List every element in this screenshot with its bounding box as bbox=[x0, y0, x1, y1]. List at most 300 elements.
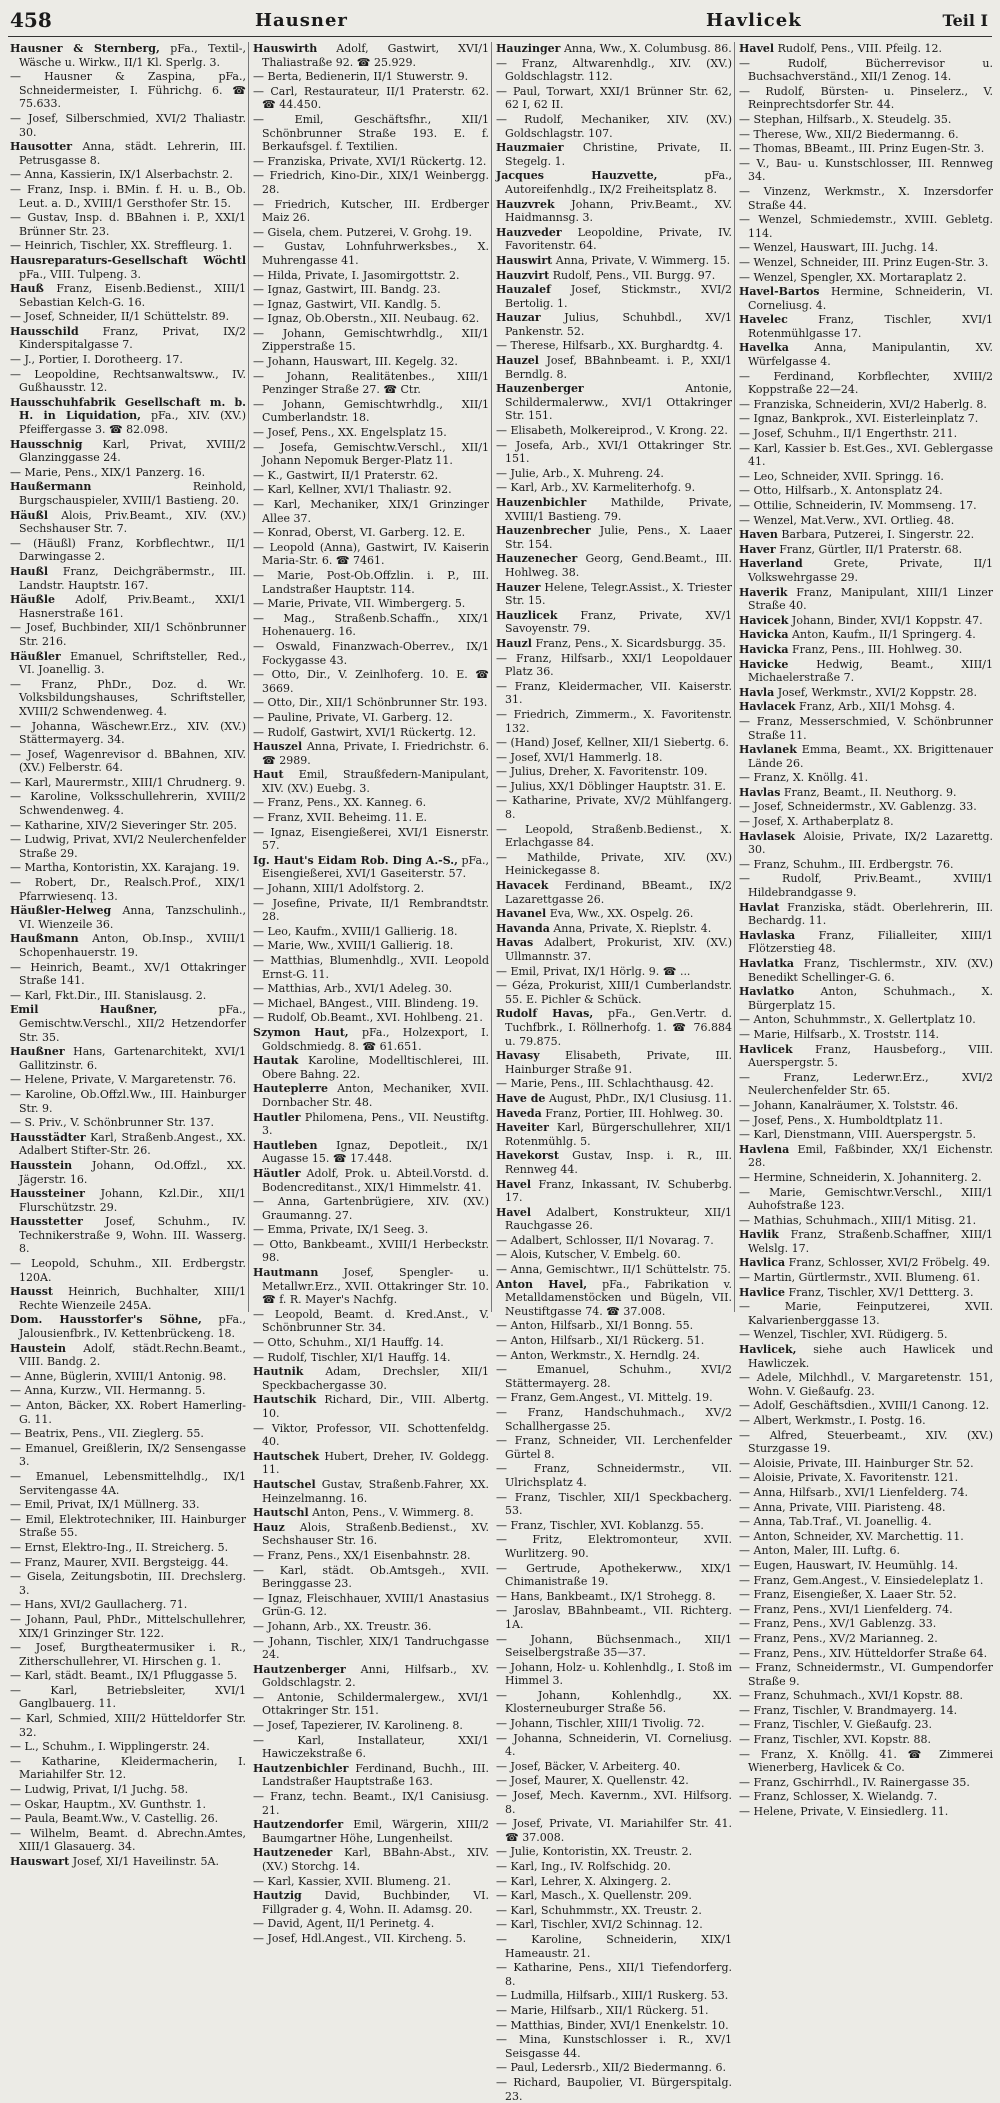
directory-entry bbox=[10, 310, 246, 324]
entry-details: — Emma, Private, IX/1 Seeg. 3. bbox=[253, 1223, 429, 1237]
entry-details: Anna, städt. Lehrerin, III. Petrusgasse 8. bbox=[19, 140, 246, 167]
directory-entry bbox=[10, 1159, 246, 1186]
entry-details: — Franz, Gem.Angest., V. Einsiedeleplatz 1. bbox=[739, 1573, 984, 1587]
entry-surname: Hautzig bbox=[253, 1889, 302, 1903]
entry-details: — Leopold, Straßenb.Bedienst., X. Erlachgasse 84. bbox=[496, 822, 732, 850]
entry-details: — Otto, Schuhm., XI/1 Hauffg. 14. bbox=[253, 1336, 444, 1350]
entry-details: — Julius, Dreher, X. Favoritenstr. 109. bbox=[496, 765, 708, 779]
entry-details: — Franz, Schlosser, X. Wielandg. 7. bbox=[739, 1790, 938, 1804]
directory-entry bbox=[253, 1762, 489, 1789]
directory-entry bbox=[253, 1478, 489, 1505]
directory-entry bbox=[496, 1789, 732, 1816]
entry-surname: Hausst bbox=[10, 1285, 53, 1299]
entry-surname: Hautschel bbox=[253, 1477, 316, 1491]
entry-details: Johann, Priv.Beamt., XV. Haidmannsg. 3. bbox=[505, 197, 732, 225]
page-number: 458 bbox=[10, 8, 52, 32]
directory-entry bbox=[253, 1351, 489, 1365]
entry-details: pFa., Autoreifenhdlg., IX/2 Freiheitsplatz 8. bbox=[505, 169, 732, 196]
entry-details: Franz, Privat, IX/2 Kinderspitalgasse 7. bbox=[19, 324, 246, 352]
entry-details: — Marie, Post-Ob.Offzlin. i. P., III. Landstraßer Hauptstr. 114. bbox=[253, 568, 489, 596]
directory-entry bbox=[496, 1107, 732, 1121]
directory-entry bbox=[10, 1855, 246, 1869]
directory-entry bbox=[739, 1271, 993, 1285]
directory-entry bbox=[496, 2061, 732, 2075]
entry-surname: Havlatko bbox=[739, 985, 795, 999]
entry-details: — Rudolf, Mechaniker, XIV. (XV.) Goldschlagstr. 107. bbox=[496, 112, 732, 140]
directory-entry bbox=[496, 1817, 732, 1844]
directory-entry bbox=[496, 765, 732, 779]
entry-surname: Hauzveder bbox=[496, 225, 562, 239]
page-header bbox=[0, 0, 1000, 40]
entry-surname: Hausstädter bbox=[10, 1130, 86, 1144]
entry-details: — Karl, Schmied, XIII/2 Hütteldorfer Str. 32. bbox=[10, 1712, 246, 1739]
directory-entry bbox=[739, 557, 993, 584]
directory-entry bbox=[496, 1961, 732, 1988]
entry-surname: Hauzar bbox=[496, 311, 541, 325]
entry-details: Adolf, städt.Rechn.Beamt., VIII. Bandg. 2. bbox=[19, 1341, 246, 1369]
entry-details: — Paul, Ledersrb., XII/2 Biedermanng. 6. bbox=[496, 2061, 726, 2075]
directory-entry bbox=[496, 141, 732, 168]
directory-entry bbox=[253, 1691, 489, 1718]
entry-surname: Hauzenbrecher bbox=[496, 524, 591, 538]
directory-entry bbox=[10, 140, 246, 167]
directory-entry bbox=[739, 42, 993, 56]
entry-details: — Emanuel, Greißlerin, IX/2 Sensengasse 3. bbox=[10, 1441, 246, 1469]
entry-details: — Leo, Kaufm., XVIII/1 Gallierig. 18. bbox=[253, 924, 458, 938]
entry-details: — Wenzel, Mat.Verw., XVI. Ortlieg. 48. bbox=[739, 513, 955, 527]
entry-surname: Emil Haußner, bbox=[10, 1003, 158, 1017]
entry-details: — Anna, Kurzw., VII. Hermanng. 5. bbox=[10, 1384, 206, 1398]
entry-details: Josef, Werkmstr., XVI/2 Koppstr. 28. bbox=[777, 685, 978, 699]
directory-entry bbox=[253, 1592, 489, 1619]
directory-entry bbox=[496, 1349, 732, 1363]
entry-surname: Hauszel bbox=[253, 740, 303, 754]
directory-entry bbox=[739, 484, 993, 498]
entry-surname: Haußl bbox=[10, 564, 49, 578]
directory-entry bbox=[739, 1632, 993, 1646]
directory-entry bbox=[739, 786, 993, 800]
entry-details: — Karl, Lehrer, X. Alxingerg. 2. bbox=[496, 1874, 672, 1888]
entry-details: — Adalbert, Schlosser, II/1 Novarag. 7. bbox=[496, 1233, 714, 1247]
directory-entry bbox=[739, 1790, 993, 1804]
entry-details: — Franz, Maurer, XVII. Bergsteigg. 44. bbox=[10, 1555, 229, 1569]
directory-entry bbox=[739, 1661, 993, 1688]
directory-entry bbox=[496, 496, 732, 523]
entry-details: — Berta, Bedienerin, II/1 Stuwerstr. 9. bbox=[253, 70, 469, 84]
entry-details: Philomena, Pens., VII. Neustiftg. 3. bbox=[262, 1110, 489, 1138]
directory-entry bbox=[739, 1371, 993, 1398]
entry-surname: Hausschnig bbox=[10, 437, 83, 451]
entry-surname: Hautschik bbox=[253, 1393, 317, 1407]
directory-entry bbox=[496, 609, 732, 636]
directory-entry bbox=[253, 1917, 489, 1931]
entry-details: — Otto, Dir., V. Zeinlhoferg. 10. E. ☎ 3669. bbox=[253, 668, 489, 695]
entry-details: — Helene, Private, V. Einsiedlerg. 11. bbox=[739, 1805, 949, 1819]
entry-details: Elisabeth, Private, III. Hainburger Straße 91. bbox=[505, 1049, 732, 1076]
entry-details: — Franz, X. Knöllg. 41. bbox=[739, 771, 869, 785]
directory-entry bbox=[496, 1519, 732, 1533]
directory-entry bbox=[253, 1889, 489, 1916]
entry-details: Josef, Schuhm., IV. Technikerstraße 9, Wohn. III. Wasserg. 8. bbox=[19, 1215, 247, 1256]
directory-entry bbox=[739, 815, 993, 829]
directory-entry bbox=[253, 355, 489, 369]
entry-details: — Karl, Mechaniker, XIX/1 Grinzinger Allee 37. bbox=[253, 498, 489, 525]
entry-surname: Havasy bbox=[496, 1049, 540, 1063]
entry-details: — Josef, Pens., XX. Engelsplatz 15. bbox=[253, 426, 447, 440]
directory-entry bbox=[253, 283, 489, 297]
directory-entry bbox=[496, 42, 732, 56]
entry-surname: Havanel bbox=[496, 907, 547, 921]
entry-surname: Hauzl bbox=[496, 636, 532, 650]
directory-entry bbox=[253, 1663, 489, 1690]
directory-entry bbox=[496, 922, 732, 936]
entry-details: — Josef, Schneidermstr., XV. Gablenzg. 33. bbox=[739, 800, 977, 814]
directory-entry bbox=[739, 499, 993, 513]
entry-details: — Leopold, Schuhm., XII. Erdbergstr. 120A. bbox=[10, 1257, 246, 1284]
entry-details: — Géza, Prokurist, XIII/1 Cumberlandstr. 55. E. Pichler & Schück. bbox=[496, 979, 732, 1006]
entry-surname: Havacek bbox=[496, 879, 549, 893]
directory-entry bbox=[739, 213, 993, 240]
directory-entry bbox=[10, 1684, 246, 1711]
directory-entry bbox=[496, 1092, 732, 1106]
entry-details: — Thomas, BBeamt., III. Prinz Eugen-Str. 3. bbox=[739, 142, 985, 156]
entry-details: Richard, Dir., VIII. Albertg. 10. bbox=[262, 1393, 489, 1420]
directory-entry bbox=[739, 128, 993, 142]
entry-details: — Anton, Maler, III. Luftg. 6. bbox=[739, 1544, 900, 1558]
entry-details: — Karl, städt. Ob.Amtsgeh., XVII. Beringgasse 23. bbox=[253, 1563, 489, 1591]
directory-entry bbox=[739, 1429, 993, 1456]
directory-entry bbox=[739, 185, 993, 212]
entry-surname: Szymon Haut, bbox=[253, 1025, 349, 1039]
directory-entry bbox=[253, 726, 489, 740]
entry-details: — Johann, Realitätenbes., XIII/1 Penzinger Straße 27. ☎ Ctr. bbox=[253, 369, 489, 397]
entry-details: — Julie, Arb., X. Muhreng. 24. bbox=[496, 466, 664, 480]
entry-details: — Pauline, Private, VI. Garberg. 12. bbox=[253, 710, 453, 724]
entry-details: Helene, Telegr.Assist., X. Triester Str. 15. bbox=[505, 580, 733, 608]
entry-details: — V., Bau- u. Kunstschlosser, III. Rennweg 34. bbox=[739, 156, 993, 184]
directory-entry bbox=[739, 543, 993, 557]
entry-details: Reinhold, Burgschauspieler, XVIII/1 Bastieng. 20. bbox=[19, 480, 246, 507]
directory-entry bbox=[496, 652, 732, 679]
column-divider bbox=[248, 42, 249, 1312]
entry-details: — Karl, Installateur, XXI/1 Hawiczekstraße 6. bbox=[253, 1733, 489, 1761]
directory-entry bbox=[253, 498, 489, 525]
entry-details: Julius, Schuhbdl., XV/1 Pankenstr. 52. bbox=[505, 311, 732, 338]
entry-details: — Johann, Kohlenhdlg., XX. Klosterneuburger Straße 56. bbox=[496, 1688, 732, 1716]
entry-details: — Gertrude, Apothekerww., XIX/1 Chimanistraße 19. bbox=[496, 1561, 732, 1589]
directory-entry bbox=[496, 1989, 732, 2003]
directory-entry bbox=[739, 1171, 993, 1185]
directory-entry bbox=[739, 800, 993, 814]
directory-entry bbox=[496, 907, 732, 921]
entry-details: — Josefine, Private, II/1 Rembrandtstr. 28. bbox=[253, 896, 489, 924]
entry-surname: Häußler-Helweg bbox=[10, 904, 112, 918]
entry-details: — Leopold (Anna), Gastwirt, IV. Kaiserin Maria-Str. 6. ☎ 7461. bbox=[253, 540, 489, 568]
entry-details: — Hermine, Schneiderin, X. Johanniterg. 2. bbox=[739, 1170, 982, 1184]
entry-details: — Franz, Schneidermstr., VII. Ulrichsplatz 4. bbox=[496, 1462, 732, 1489]
entry-details: Franz, Beamt., II. Neuthorg. 9. bbox=[783, 785, 957, 799]
directory-entry bbox=[10, 776, 246, 790]
entry-details: — Anna, Hilfsarb., XVI/1 Lienfelderg. 74. bbox=[739, 1485, 969, 1499]
entry-details: — Richard, Baupolier, VI. Bürgerspitalg. 23. bbox=[496, 2075, 732, 2103]
entry-details: — Anne, Büglerin, XVIII/1 Antonig. 98. bbox=[10, 1369, 227, 1383]
entry-details: Adalbert, Konstrukteur, XII/1 Rauchgasse 26. bbox=[505, 1205, 733, 1233]
directory-entry bbox=[10, 396, 246, 437]
entry-details: Karl, Bürgerschullehrer, XII/1 Rotenmühlg. 5. bbox=[505, 1121, 732, 1148]
entry-details: — Katharine, Pens., XII/1 Tiefendorferg. 8. bbox=[496, 1961, 732, 1988]
entry-details: Anton, Kaufm., II/1 Springerg. 4. bbox=[792, 628, 976, 642]
entry-surname: Hauz bbox=[253, 1520, 285, 1534]
entry-details: — Ignaz, Gastwirt, III. Bandg. 23. bbox=[253, 283, 441, 297]
directory-entry bbox=[10, 1131, 246, 1158]
directory-entry bbox=[496, 1434, 732, 1461]
entry-details: Franz, Tischler, XVI/1 Rotenmühlgasse 17. bbox=[748, 313, 994, 340]
entry-details: — Hans, Bankbeamt., IX/1 Strohegg. 8. bbox=[496, 1589, 716, 1603]
entry-details: — Karl, Masch., X. Quellenstr. 209. bbox=[496, 1889, 692, 1903]
entry-details: — Johanna, Schneiderin, VI. Corneliusg. 4. bbox=[496, 1731, 732, 1759]
entry-surname: Hauß bbox=[10, 282, 44, 296]
entry-details: — Franz, Kleidermacher, VII. Kaiserstr. 31. bbox=[496, 679, 732, 707]
directory-entry bbox=[253, 327, 489, 354]
entry-details: — Rudolf, Priv.Beamt., XVIII/1 Hildebrandgasse 9. bbox=[739, 872, 993, 900]
directory-entry bbox=[739, 1544, 993, 1558]
entry-details: — Otto, Dir., XII/1 Schönbrunner Str. 193. bbox=[253, 696, 488, 710]
directory-entry bbox=[496, 1462, 732, 1489]
directory-entry bbox=[10, 678, 246, 719]
entry-details: Anton, Ob.Insp., XVIII/1 Schopenhauerstr. 19. bbox=[19, 932, 247, 959]
directory-entry bbox=[10, 282, 246, 309]
directory-entry bbox=[10, 1740, 246, 1754]
directory-entry bbox=[10, 1498, 246, 1512]
directory-entry bbox=[253, 483, 489, 497]
directory-entry bbox=[253, 1223, 489, 1237]
directory-entry bbox=[10, 1783, 246, 1797]
entry-surname: Havelka bbox=[739, 341, 789, 355]
entry-details: — Konrad, Oberst, VI. Garberg. 12. E. bbox=[253, 526, 466, 540]
entry-surname: Haveiter bbox=[496, 1121, 549, 1135]
directory-entry bbox=[739, 1748, 993, 1775]
directory-entry bbox=[496, 965, 732, 979]
entry-details: — Oskar, Hauptm., XV. Gunthstr. 1. bbox=[10, 1797, 206, 1811]
header-first-entry: Hausner bbox=[255, 10, 348, 31]
entry-details: — Oswald, Finanzwach-Oberrev., IX/1 Fockygasse 43. bbox=[253, 639, 489, 667]
entry-details: Barbara, Putzerei, I. Singerstr. 22. bbox=[781, 528, 975, 542]
entry-details: Franz, Schlosser, XVI/2 Fröbelg. 49. bbox=[788, 1256, 991, 1270]
directory-entry bbox=[253, 1238, 489, 1265]
entry-details: — Albert, Werkmstr., I. Postg. 16. bbox=[739, 1414, 926, 1427]
entry-details: — Franz, Tischler, V. Brandmayerg. 14. bbox=[739, 1703, 958, 1717]
entry-details: Franz, Portier, III. Hohlweg. 30. bbox=[545, 1106, 724, 1120]
entry-details: Karl, BBahn-Abst., XIV. (XV.) Storchg. 14. bbox=[262, 1846, 490, 1873]
entry-surname: Havlena bbox=[739, 1142, 790, 1156]
entry-details: Ignaz, Depotleit., IX/1 Augasse 15. ☎ 17.448. bbox=[262, 1138, 489, 1166]
directory-entry bbox=[496, 424, 732, 438]
directory-entry bbox=[739, 1228, 993, 1255]
entry-details: — Ferdinand, Korbflechter, XVIII/2 Koppstraße 22—24. bbox=[739, 369, 993, 397]
directory-entry bbox=[10, 1370, 246, 1384]
entry-details: Johann, Od.Offzl., XX. Jägerstr. 16. bbox=[19, 1158, 246, 1186]
entry-details: — Karl, Kassier b. Est.Ges., XVI. Geblergasse 41. bbox=[739, 441, 993, 469]
directory-entry bbox=[10, 1712, 246, 1739]
directory-entry bbox=[739, 1704, 993, 1718]
directory-entry bbox=[10, 1442, 246, 1469]
directory-entry bbox=[10, 1384, 246, 1398]
entry-details: Aloisie, Private, IX/2 Lazarettg. 30. bbox=[748, 829, 994, 857]
directory-entry bbox=[739, 241, 993, 255]
directory-entry bbox=[739, 1689, 993, 1703]
directory-entry bbox=[739, 1128, 993, 1142]
entry-details: Grete, Private, II/1 Volkswehrgasse 29. bbox=[748, 557, 994, 584]
entry-details: — Josef, Maurer, X. Quellenstr. 42. bbox=[496, 1774, 689, 1788]
directory-entry bbox=[253, 155, 489, 169]
entry-details: Franz, Arb., XII/1 Mohsg. 4. bbox=[799, 700, 955, 714]
entry-details: Johann, Binder, XVI/1 Koppstr. 47. bbox=[791, 613, 983, 627]
entry-surname: Hautak bbox=[253, 1054, 299, 1068]
directory-entry bbox=[253, 954, 489, 981]
entry-details: — Franz, XVII. Beheimg. 11. E. bbox=[253, 811, 427, 825]
entry-details: — Gisela, Zeitungsbotin, III. Drechslerg. 3. bbox=[10, 1570, 246, 1597]
entry-surname: Have de bbox=[496, 1091, 546, 1105]
entry-surname: Hausstetter bbox=[10, 1215, 83, 1229]
entry-details: — Franz, Hilfsarb., XXI/1 Leopoldauer Platz 36. bbox=[496, 651, 732, 679]
directory-entry bbox=[496, 1760, 732, 1774]
entry-details: — Franz, Tischler, V. Gießaufg. 23. bbox=[739, 1718, 933, 1732]
directory-entry bbox=[10, 438, 246, 465]
entry-details: Franz, Deichgräbermstr., III. Landstr. Hauptstr. 167. bbox=[19, 564, 246, 592]
entry-details: Gustav, Insp. i. R., III. Rennweg 44. bbox=[505, 1149, 732, 1176]
directory-entry bbox=[10, 1215, 246, 1256]
entry-surname: Hautleben bbox=[253, 1138, 318, 1152]
entry-details: — Rudolf, Bücherrevisor u. Buchsachverständ., XII/1 Zenog. 14. bbox=[739, 56, 993, 84]
directory-column-4 bbox=[739, 42, 994, 1819]
directory-entry bbox=[739, 1471, 993, 1485]
entry-details: — Leopold, Beamt. d. Kred.Anst., V. Schönbrunner Str. 34. bbox=[253, 1307, 489, 1335]
entry-details: — Franz, Schuhm., III. Erdbergstr. 76. bbox=[739, 857, 954, 871]
entry-details: — Marie, Pens., XIX/1 Panzerg. 16. bbox=[10, 465, 206, 479]
entry-details: Hedwig, Beamt., XIII/1 Michaelerstraße 7. bbox=[748, 657, 993, 685]
directory-entry bbox=[10, 1003, 246, 1044]
entry-details: Franz, Manipulant, XIII/1 Linzer Straße 40. bbox=[748, 585, 993, 613]
directory-entry bbox=[496, 1391, 732, 1405]
entry-details: — Josefa, Gemischtw.Verschl., XII/1 Johann Nepomuk Berger-Platz 11. bbox=[253, 440, 489, 468]
entry-details: — S. Priv., V. Schönbrunner Str. 137. bbox=[10, 1116, 215, 1130]
directory-entry bbox=[10, 748, 246, 775]
entry-surname: Hauzel bbox=[496, 354, 539, 368]
directory-entry bbox=[496, 1845, 732, 1859]
entry-details: Emanuel, Schriftsteller, Red., VI. Joanellig. 3. bbox=[19, 649, 246, 677]
entry-details: Franz, Pens., III. Hohlweg. 30. bbox=[792, 642, 963, 656]
entry-details: — Rudolf, Tischler, XI/1 Hauffg. 14. bbox=[253, 1350, 451, 1364]
entry-details: — Josef, Mech. Kavernm., XVI. Hilfsorg. 8. bbox=[496, 1789, 732, 1816]
entry-surname: Havlicek, bbox=[739, 1343, 797, 1357]
directory-entry bbox=[10, 1399, 246, 1426]
directory-entry bbox=[496, 1774, 732, 1788]
entry-details: pFa., VIII. Tulpeng. 3. bbox=[19, 267, 142, 281]
entry-details: — Johann, Tischler, XIII/1 Tivolig. 72. bbox=[496, 1717, 705, 1731]
directory-entry bbox=[253, 711, 489, 725]
entry-surname: Hausner & Sternberg, bbox=[10, 42, 160, 55]
entry-details: Anna, Private, V. Wimmerg. 15. bbox=[555, 253, 731, 267]
entry-surname: Havlanek bbox=[739, 743, 797, 757]
entry-details: David, Buchbinder, VI. Fillgrader g. 4, Wohn. II. Adamsg. 20. bbox=[262, 1889, 489, 1916]
directory-entry bbox=[496, 823, 732, 850]
entry-details: Julie, Pens., X. Laaer Str. 154. bbox=[505, 524, 732, 551]
directory-entry bbox=[496, 1633, 732, 1660]
directory-entry bbox=[739, 1013, 993, 1027]
directory-entry bbox=[739, 1099, 993, 1113]
entry-details: — Karl, Betriebsleiter, XVI/1 Ganglbauerg. 11. bbox=[10, 1683, 246, 1711]
directory-entry bbox=[253, 811, 489, 825]
directory-entry bbox=[253, 426, 489, 440]
entry-details: pFa., XIV. (XV.) Pfeiffergasse 3. ☎ 82.098. bbox=[19, 409, 247, 437]
directory-entry bbox=[496, 283, 732, 310]
entry-details: — Johanna, Wäschewr.Erz., XIV. (XV.) Stättermayerg. 34. bbox=[10, 719, 246, 747]
entry-surname: Haustein bbox=[10, 1341, 66, 1355]
entry-surname: Havel bbox=[496, 1205, 532, 1219]
directory-entry bbox=[10, 254, 246, 281]
entry-surname: Hausstein bbox=[10, 1158, 73, 1172]
directory-entry bbox=[253, 1549, 489, 1563]
entry-surname: Hauzenecher bbox=[496, 552, 578, 566]
directory-entry bbox=[10, 1541, 246, 1555]
entry-details: — Franz, Pens., XV/2 Marianneg. 2. bbox=[739, 1631, 938, 1645]
entry-surname: Havicka bbox=[739, 628, 789, 642]
entry-details: — Karl, Arb., XV. Karmeliterhofg. 9. bbox=[496, 481, 696, 495]
entry-surname: Hautler bbox=[253, 1110, 301, 1124]
entry-surname: Haut bbox=[253, 768, 284, 782]
directory-entry bbox=[739, 1501, 993, 1515]
entry-details: — Wenzel, Schneider, III. Prinz Eugen-Str. 3. bbox=[739, 255, 989, 269]
directory-entry bbox=[739, 1328, 993, 1342]
entry-surname: Hauzenberger bbox=[496, 382, 584, 396]
directory-entry bbox=[253, 370, 489, 397]
entry-details: — Elisabeth, Molkereiprod., V. Krong. 22. bbox=[496, 424, 728, 438]
entry-details: pFa., Textil-, Wäsche u. Wirkw., II/1 Kl. Sperlg. 3. bbox=[19, 42, 247, 69]
entry-details: — Marie, Hilfsarb., X. Troststr. 114. bbox=[739, 1027, 939, 1041]
directory-entry bbox=[496, 2033, 732, 2060]
directory-entry bbox=[496, 1904, 732, 1918]
directory-entry bbox=[496, 1533, 732, 1560]
entry-details: — Wilhelm, Beamt. d. Abrechn.Amtes, XIII/1 Glasauerg. 34. bbox=[10, 1826, 246, 1854]
entry-details: — Aloisie, Private, III. Hainburger Str. 52. bbox=[739, 1456, 974, 1470]
entry-surname: Haußner bbox=[10, 1045, 65, 1059]
directory-entry bbox=[496, 581, 732, 608]
directory-entry bbox=[253, 1790, 489, 1817]
entry-details: Eva, Ww., XX. Ospelg. 26. bbox=[549, 907, 694, 921]
directory-entry bbox=[10, 1342, 246, 1369]
directory-entry bbox=[739, 1457, 993, 1471]
entry-details: — Franz, Eisengießer, X. Laaer Str. 52. bbox=[739, 1588, 957, 1602]
entry-details: — Marie, Feinputzerei, XVII. Kalvarienberggasse 13. bbox=[739, 1300, 993, 1327]
directory-entry bbox=[739, 1617, 993, 1631]
header-last-entry: Havlicek bbox=[706, 10, 802, 31]
entry-details: — Franz, Gem.Angest., VI. Mittelg. 19. bbox=[496, 1391, 713, 1405]
entry-details: Franz, Tischlermstr., XIV. (XV.) Benedikt Schellinger-G. 6. bbox=[748, 957, 993, 984]
entry-surname: Hausschuhfabrik Gesellschaft m. b. H. in Liquidation, bbox=[10, 395, 246, 423]
entry-details: — Fritz, Elektromonteur, XVII. Wurlitzerg. 90. bbox=[496, 1533, 732, 1560]
entry-details: siehe auch Hawlicek und Hawliczek. bbox=[748, 1343, 994, 1370]
directory-entry bbox=[253, 312, 489, 326]
entry-details: — Paula, Beamt.Ww., V. Castellig. 26. bbox=[10, 1812, 219, 1826]
directory-entry bbox=[253, 982, 489, 996]
entry-details: — Josef, Wagenrevisor d. BBahnen, XIV. (XV.) Felberstr. 64. bbox=[10, 747, 246, 775]
directory-entry bbox=[253, 1308, 489, 1335]
entry-surname: Hausschild bbox=[10, 324, 79, 338]
entry-details: — Mathilde, Private, XIV. (XV.) Heinickegasse 8. bbox=[496, 850, 732, 878]
entry-details: — Josef, Bäcker, V. Arbeiterg. 40. bbox=[496, 1759, 681, 1773]
entry-surname: Rudolf Havas, bbox=[496, 1007, 594, 1021]
entry-details: Gustav, Straßenb.Fahrer, XX. Heinzelmanng. 16. bbox=[262, 1477, 489, 1505]
